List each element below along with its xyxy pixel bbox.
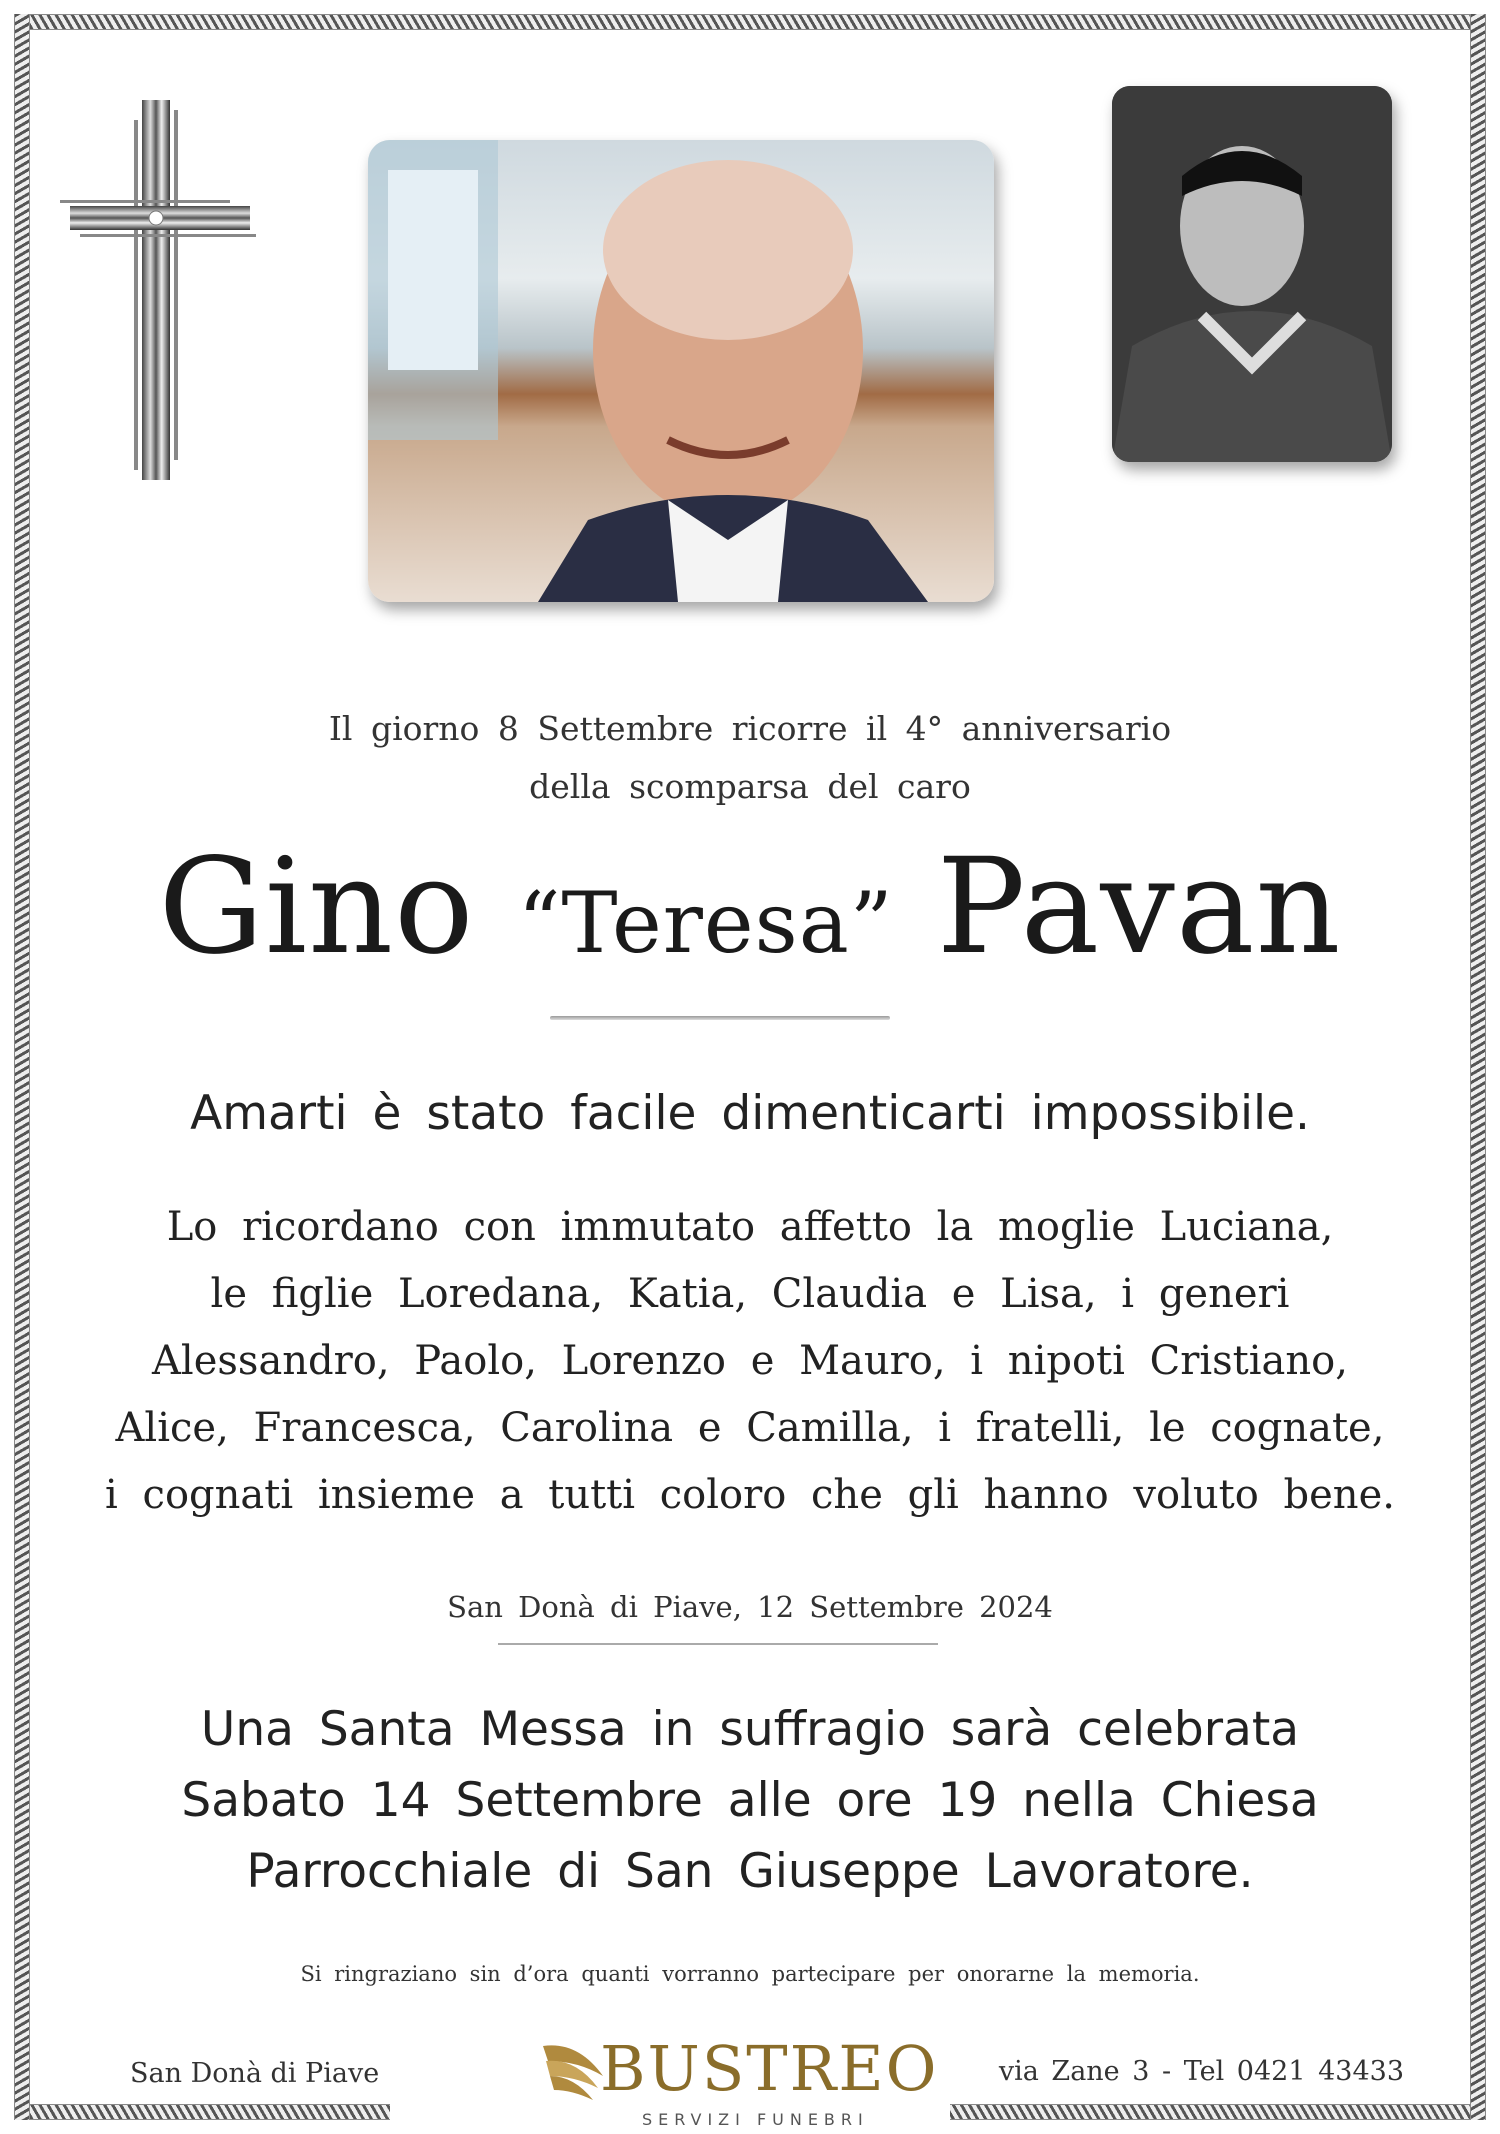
- mass-line: Parrocchiale di San Giuseppe Lavoratore.: [246, 1844, 1254, 1899]
- mass-announcement: [0, 1694, 1500, 1907]
- youth-photo: [1112, 86, 1392, 462]
- intro-text: [0, 700, 1500, 816]
- last-name: Pavan: [936, 830, 1342, 984]
- thanks-note: Si ringraziano sin d’ora quanti vorranno partecipare per onorarne la memoria.: [300, 1962, 1200, 1986]
- divider-rule: [550, 1016, 890, 1020]
- cross-icon: [60, 100, 260, 480]
- dateline-rule: [498, 1643, 938, 1645]
- deceased-name: [0, 832, 1500, 998]
- mourners-line: Alessandro, Paolo, Lorenzo e Mauro, i nipoti Cristiano,: [152, 1338, 1348, 1384]
- portrait-photo: [368, 140, 994, 602]
- intro-line-1: Il giorno 8 Settembre ricorre il 4° anniversario: [328, 709, 1172, 748]
- dateline: San Donà di Piave, 12 Settembre 2024: [447, 1590, 1053, 1624]
- motto: Amarti è stato facile dimenticarti impossibile.: [190, 1086, 1310, 1141]
- wing-icon: [538, 2036, 608, 2106]
- mourners-line: le figlie Loredana, Katia, Claudia e Lisa, i generi: [210, 1271, 1290, 1317]
- mourners-line: Alice, Francesca, Carolina e Camilla, i fratelli, le cognate,: [115, 1405, 1385, 1451]
- bustreo-logo: [538, 2030, 938, 2134]
- mourners-line: Lo ricordano con immutato affetto la moglie Luciana,: [166, 1204, 1334, 1250]
- mourners-line: i cognati insieme a tutti coloro che gli hanno voluto bene.: [105, 1472, 1395, 1518]
- first-name: Gino: [158, 830, 475, 984]
- logo-name: BUSTREO: [600, 2032, 939, 2105]
- intro-line-2: della scomparsa del caro: [529, 767, 971, 806]
- footer-city: San Donà di Piave: [130, 2058, 380, 2089]
- mass-line: Sabato 14 Settembre alle ore 19 nella Chiesa: [181, 1773, 1319, 1828]
- mass-line: Una Santa Messa in suffragio sarà celebrata: [200, 1702, 1300, 1757]
- nickname: “Teresa”: [517, 874, 894, 972]
- logo-subtitle: SERVIZI FUNEBRI: [642, 2110, 869, 2129]
- rope-border-top: [14, 14, 1486, 30]
- mourners-text: [0, 1194, 1500, 1529]
- footer-address: via Zane 3 - Tel 0421 43433: [998, 2056, 1404, 2087]
